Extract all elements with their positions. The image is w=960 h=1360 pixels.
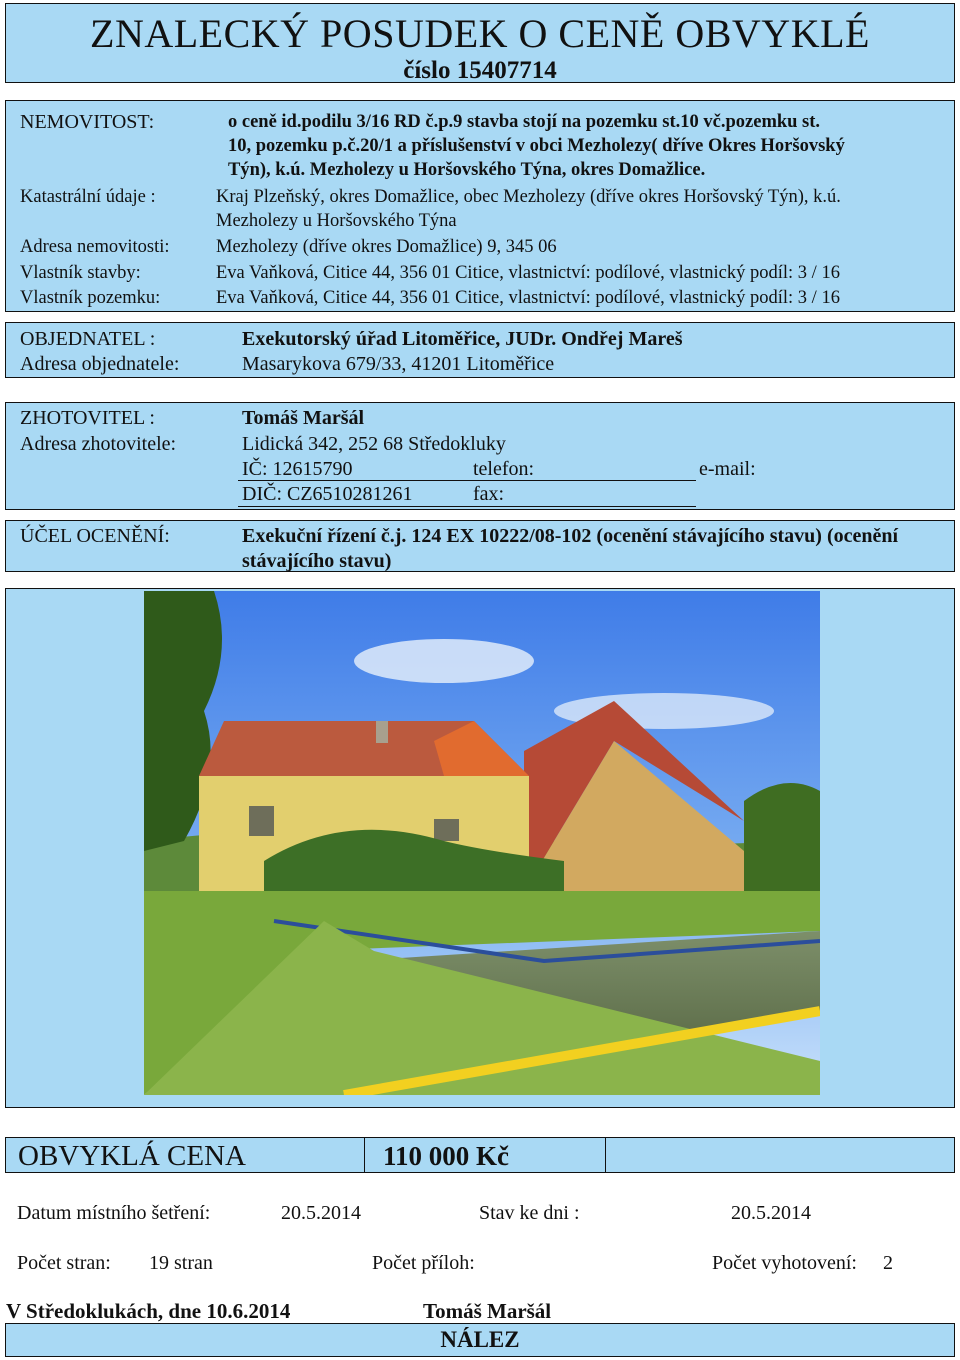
state-date-value: 20.5.2014 bbox=[731, 1202, 811, 1224]
document-number: číslo 15407714 bbox=[403, 57, 557, 84]
orderer-address: Masarykova 679/33, 41201 Litoměřice bbox=[242, 353, 555, 375]
contact-rule bbox=[238, 506, 696, 507]
state-date-label: Stav ke dni : bbox=[479, 1202, 580, 1224]
purpose-label: ÚČEL OCENĚNÍ: bbox=[20, 525, 170, 547]
property-label: NEMOVITOST: bbox=[20, 111, 155, 133]
maker-box bbox=[5, 402, 955, 510]
survey-date-label: Datum místního šetření: bbox=[17, 1202, 211, 1224]
price-divider bbox=[364, 1138, 365, 1172]
orderer-address-label: Adresa objednatele: bbox=[20, 353, 180, 375]
attachments-label: Počet příloh: bbox=[372, 1252, 475, 1274]
orderer-box bbox=[5, 322, 955, 378]
document-title: ZNALECKÝ POSUDEK O CENĚ OBVYKLÉ bbox=[90, 11, 870, 56]
property-description bbox=[228, 110, 946, 182]
orderer-label: OBJEDNATEL : bbox=[20, 328, 156, 350]
cadastre-line: Mezholezy u Horšovského Týna bbox=[216, 211, 457, 231]
purpose-line: Exekuční řízení č.j. 124 EX 10222/08-102 (ocenění stávajícího stavu) (ocenění bbox=[242, 525, 899, 547]
maker-label: ZHOTOVITEL : bbox=[20, 407, 155, 429]
maker-address: Lidická 342, 252 68 Středokluky bbox=[242, 433, 506, 455]
address-value: Mezholezy (dříve okres Domažlice) 9, 345 06 bbox=[216, 237, 557, 257]
address-label: Adresa nemovitosti: bbox=[20, 237, 170, 257]
price-label: OBVYKLÁ CENA bbox=[18, 1140, 246, 1172]
survey-date-value: 20.5.2014 bbox=[281, 1202, 361, 1224]
maker-ic: IČ: 12615790 bbox=[242, 458, 353, 480]
land-owner-label: Vlastník pozemku: bbox=[20, 288, 161, 308]
chimney bbox=[376, 721, 388, 743]
maker-email-label: e-mail: bbox=[699, 458, 756, 480]
property-line: o ceně id.podilu 3/16 RD č.p.9 stavba stojí na pozemku st.10 vč.pozemku st. bbox=[228, 112, 821, 132]
cadastre-label: Katastrální údaje : bbox=[20, 187, 156, 207]
maker-address-label: Adresa zhotovitele: bbox=[20, 433, 177, 455]
pages-label: Počet stran: bbox=[17, 1252, 111, 1274]
property-box bbox=[5, 100, 955, 312]
signer: Tomáš Maršál bbox=[423, 1299, 552, 1323]
building-owner-value: Eva Vaňková, Citice 44, 356 01 Citice, vlastnictví: podílové, vlastnický podíl: 3 / 16 bbox=[216, 263, 840, 283]
house-photo bbox=[144, 591, 820, 1095]
place-date: V Středoklukách, dne 10.6.2014 bbox=[6, 1299, 291, 1323]
orderer-name: Exekutorský úřad Litoměřice, JUDr. Ondřej Mareš bbox=[242, 328, 683, 350]
maker-fax-label: fax: bbox=[473, 483, 505, 505]
price-box bbox=[5, 1137, 955, 1173]
pages-value: 19 stran bbox=[149, 1252, 213, 1274]
cadastre-line: Kraj Plzeňský, okres Domažlice, obec Mezholezy (dříve okres Horšovský Týn), k.ú. bbox=[216, 187, 841, 207]
window bbox=[434, 819, 459, 841]
building-owner-label: Vlastník stavby: bbox=[20, 263, 141, 283]
purpose-line: stávajícího stavu) bbox=[242, 550, 392, 572]
price-divider bbox=[605, 1138, 606, 1172]
cadastre-value bbox=[216, 185, 946, 233]
price-value: 110 000 Kč bbox=[383, 1141, 509, 1171]
contact-rule bbox=[238, 480, 696, 481]
maker-name: Tomáš Maršál bbox=[242, 407, 365, 429]
finding-box bbox=[5, 1323, 955, 1357]
property-line: Týn), k.ú. Mezholezy u Horšovského Týna, okres Domažlice. bbox=[228, 160, 706, 180]
maker-phone-label: telefon: bbox=[473, 458, 535, 480]
property-line: 10, pozemku p.č.20/1 a příslušenství v obci Mezholezy( dříve Okres Horšovský bbox=[228, 136, 845, 156]
tree-right bbox=[744, 783, 820, 891]
photo-box bbox=[5, 588, 955, 1108]
land-owner-value: Eva Vaňková, Citice 44, 356 01 Citice, vlastnictví: podílové, vlastnický podíl: 3 / 16 bbox=[216, 288, 840, 308]
finding-heading: NÁLEZ bbox=[440, 1327, 520, 1352]
purpose-text bbox=[242, 524, 946, 574]
purpose-box bbox=[5, 520, 955, 572]
title-box bbox=[5, 3, 955, 83]
window bbox=[249, 806, 274, 836]
copies-value: 2 bbox=[883, 1252, 893, 1274]
copies-label: Počet vyhotovení: bbox=[712, 1252, 857, 1274]
maker-dic: DIČ: CZ6510281261 bbox=[242, 483, 413, 505]
cloud bbox=[354, 639, 534, 683]
